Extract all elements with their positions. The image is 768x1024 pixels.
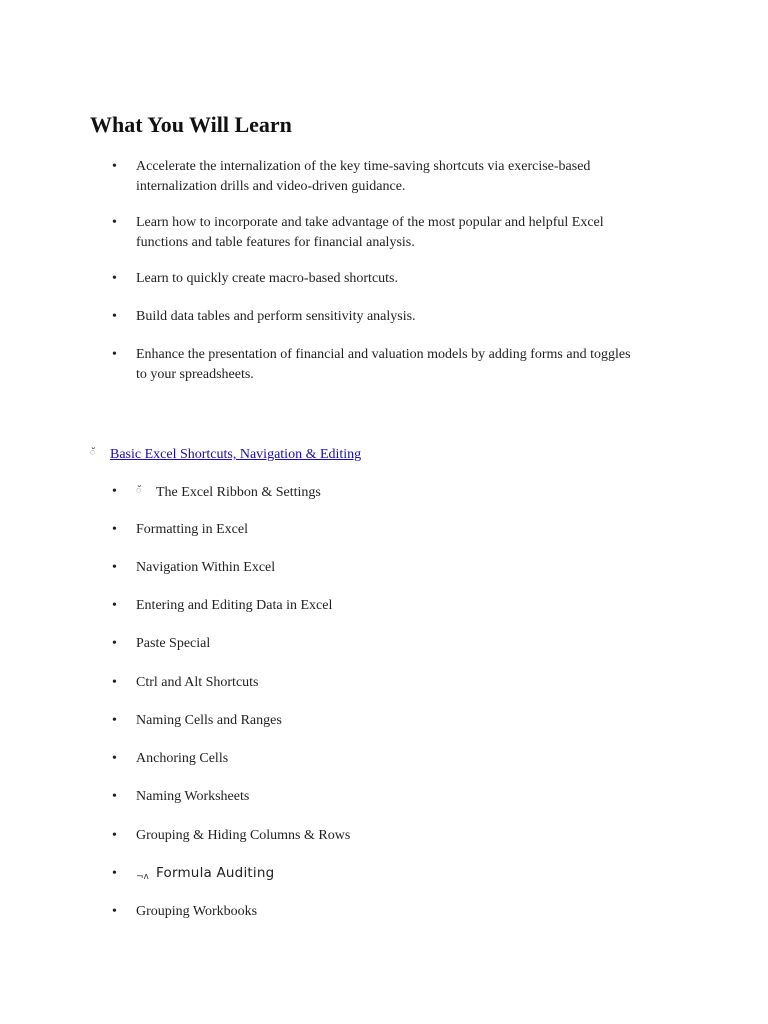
bullet-icon: • — [112, 866, 117, 881]
topic-label: Grouping Workbooks — [136, 904, 258, 919]
bullet-icon: • — [112, 309, 117, 324]
bullet-icon: • — [112, 636, 117, 651]
learn-item-line: to your spreadsheets. — [136, 366, 254, 382]
topic-list-item — [112, 482, 682, 502]
topic-list-item — [112, 520, 682, 540]
topic-list-item — [112, 749, 682, 769]
topic-label: The Excel Ribbon & Settings — [156, 485, 321, 500]
bullet-icon: • — [112, 828, 117, 843]
topic-marker-icon: ॅ — [136, 486, 142, 496]
learn-item-line: internalization drills and video-driven guidance. — [136, 178, 406, 194]
topic-list-item — [112, 558, 682, 578]
topic-list-item — [112, 596, 682, 616]
topic-label: Anchoring Cells — [136, 751, 229, 766]
topic-label: Ctrl and Alt Shortcuts — [136, 675, 259, 690]
bullet-icon: • — [112, 347, 117, 362]
page-title: What You Will Learn — [90, 112, 292, 137]
topic-list-item — [112, 864, 682, 884]
bullet-icon: • — [112, 904, 117, 919]
topic-list-item — [112, 902, 682, 922]
bullet-icon: • — [112, 713, 117, 728]
bullet-icon: • — [112, 789, 117, 804]
topic-label: Formula Auditing — [156, 865, 275, 881]
bullet-icon: • — [112, 271, 117, 286]
learn-item-line: functions and table features for financial analysis. — [136, 234, 415, 250]
learn-list-item — [112, 157, 682, 197]
topic-label: Navigation Within Excel — [136, 560, 276, 575]
learn-list-item — [112, 307, 682, 327]
learn-list-item — [112, 269, 682, 289]
bullet-icon: • — [112, 598, 117, 613]
section-link[interactable]: Basic Excel Shortcuts, Navigation & Editing — [110, 447, 362, 462]
topic-list-item — [112, 634, 682, 654]
learn-item-line: Enhance the presentation of financial and valuation models by adding forms and toggles — [136, 347, 631, 362]
topic-marker-icon: ¬ʌ — [136, 872, 149, 882]
learn-item-line: Learn how to incorporate and take advantage of the most popular and helpful Excel — [136, 215, 604, 230]
topic-label: Formatting in Excel — [136, 522, 248, 537]
bullet-icon: • — [112, 751, 117, 766]
section-marker-icon: ॅ — [90, 448, 96, 458]
topic-label: Entering and Editing Data in Excel — [136, 598, 333, 613]
topic-label: Paste Special — [136, 636, 211, 651]
section-heading-row — [90, 444, 361, 465]
topic-list-item — [112, 673, 682, 693]
topic-list-item — [112, 826, 682, 846]
bullet-icon: • — [112, 484, 117, 499]
topic-label: Naming Cells and Ranges — [136, 713, 282, 728]
topic-list-item — [112, 711, 682, 731]
bullet-icon: • — [112, 215, 117, 230]
learn-list-item — [112, 213, 682, 253]
bullet-icon: • — [112, 522, 117, 537]
learn-list-item — [112, 345, 682, 385]
learn-item-line: Build data tables and perform sensitivity analysis. — [136, 309, 416, 324]
bullet-icon: • — [112, 675, 117, 690]
bullet-icon: • — [112, 560, 117, 575]
learn-item-line: Accelerate the internalization of the key time-saving shortcuts via exercise-based — [136, 159, 591, 174]
topic-label: Naming Worksheets — [136, 789, 250, 804]
topic-label: Grouping & Hiding Columns & Rows — [136, 828, 351, 843]
learn-item-line: Learn to quickly create macro-based shortcuts. — [136, 271, 399, 286]
bullet-icon: • — [112, 159, 117, 174]
topic-list-item — [112, 787, 682, 807]
